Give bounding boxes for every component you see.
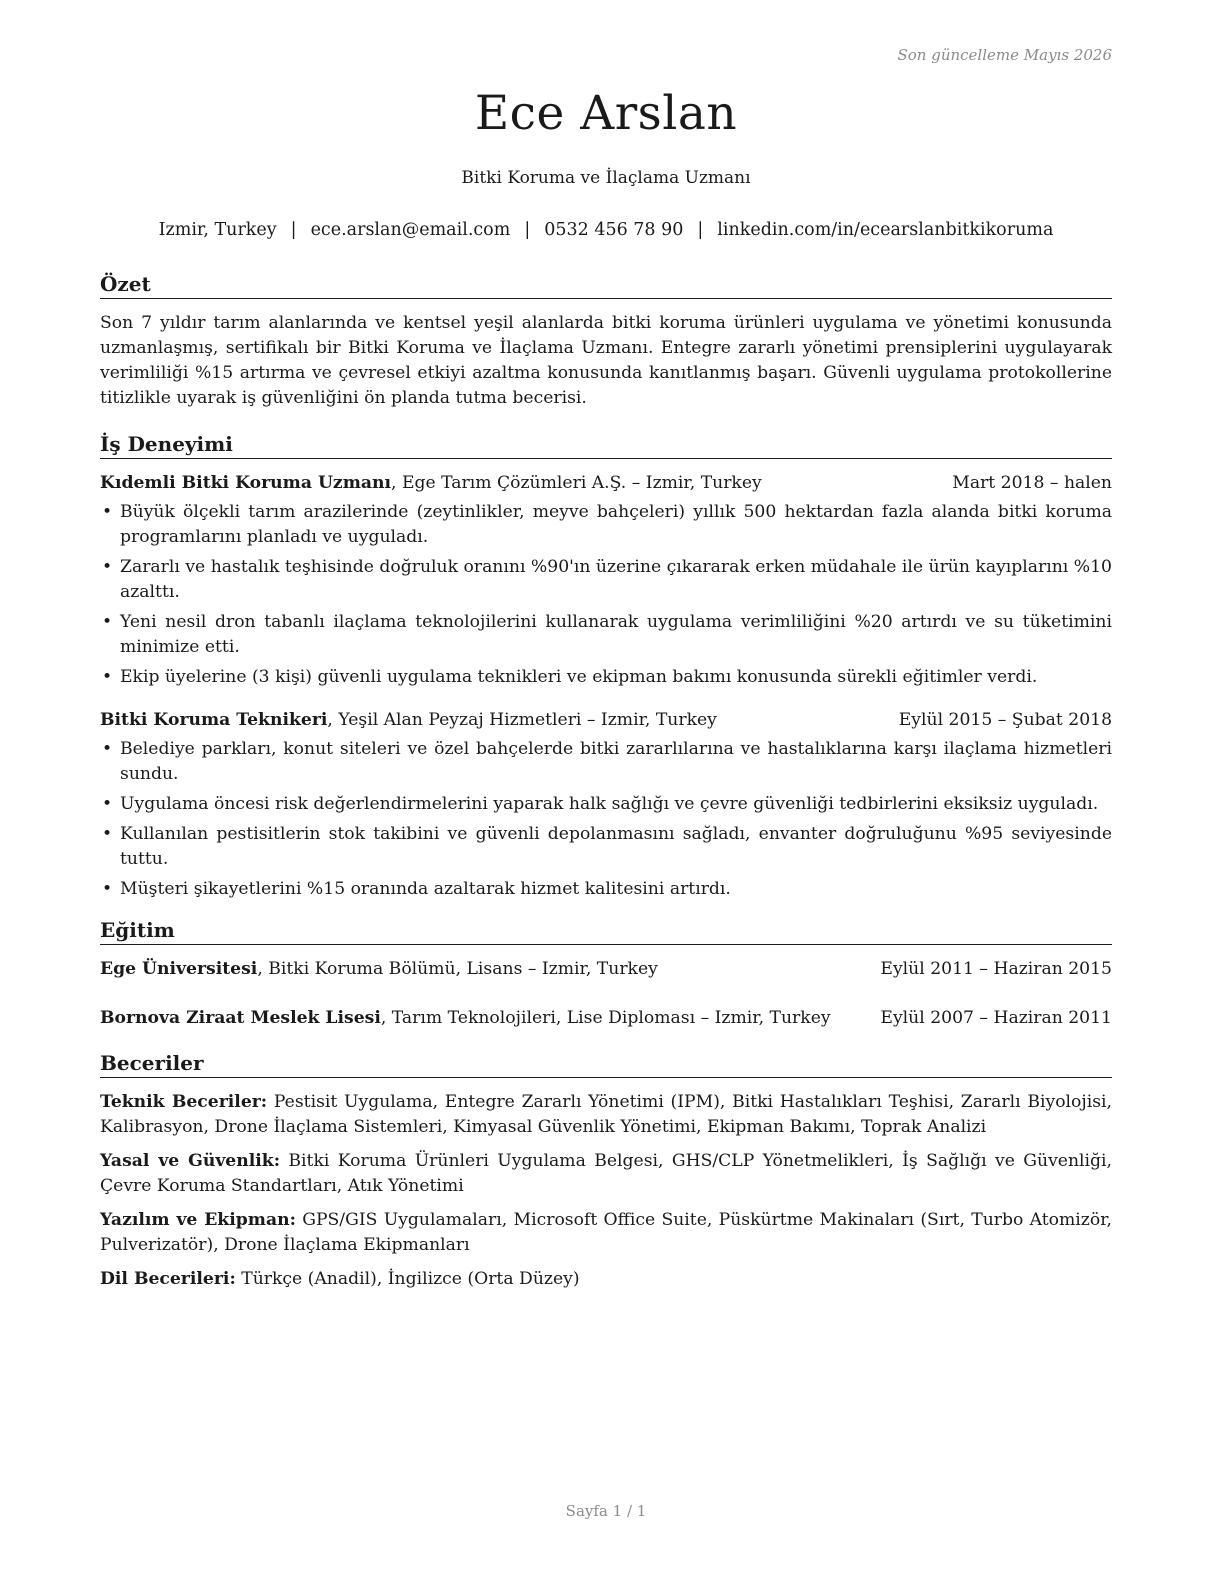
job-bullet: • Zararlı ve hastalık teşhisinde doğruluk oranını %90'ın üzerine çıkararak erken müdahale ile ürün kayıplarını %10 azalttı. <box>100 555 1112 605</box>
job-role: Kıdemli Bitki Koruma Uzmanı <box>100 473 392 493</box>
job-title-org <box>100 708 717 733</box>
skill-text: Türkçe (Anadil), İngilizce (Orta Düzey) <box>235 1269 580 1289</box>
summary-heading: Özet <box>100 271 1112 299</box>
skills-section <box>100 1050 1112 1301</box>
experience-section <box>100 431 1112 907</box>
job-bullet: • Müşteri şikayetlerini %15 oranında azaltarak hizmet kalitesini artırdı. <box>100 877 1112 902</box>
job-title: Bitki Koruma ve İlaçlama Uzmanı <box>461 168 751 188</box>
education-entry <box>100 1006 1112 1031</box>
contact-separator: | <box>524 220 531 240</box>
last-updated: Son güncelleme Mayıs 2026 <box>897 46 1112 64</box>
page-number: Sayfa 1 / 1 <box>565 1502 647 1520</box>
skills-heading: Beceriler <box>100 1050 1112 1078</box>
job-bullet: • Ekip üyelerine (3 kişi) güvenli uygulama teknikleri ve ekipman bakımı konusunda sürekli eğitimler verdi. <box>100 665 1112 690</box>
contact-line <box>100 220 1112 240</box>
contact-separator: | <box>697 220 704 240</box>
job-bullets <box>100 500 1112 690</box>
summary-text: Son 7 yıldır tarım alanlarında ve kentsel yeşil alanlarda bitki koruma ürünleri uygulama ve yönetimi konusunda uzmanlaşmış, sertifikalı bir Bitki Koruma ve İlaçlama Uzmanı. Entegre zararlı yönetimi prensiplerini uygulayarak verimliliği %15 artırma ve çevresel etkiyi azaltma konusunda kanıtlanmış başarı. Güvenli uygulama protokollerine titizlikle uyarak iş güvenliğini ön planda tutma becerisi. <box>100 313 1112 408</box>
skill-label: Yasal ve Güvenlik: <box>100 1151 281 1171</box>
job-org: , Yeşil Alan Peyzaj Hizmetleri – Izmir, Turkey <box>327 710 717 730</box>
job-title-org <box>100 471 762 496</box>
summary-section <box>100 271 1112 411</box>
job-bullet: • Büyük ölçekli tarım arazilerinde (zeytinlikler, meyve bahçeleri) yıllık 500 hektardan fazla alanda bitki koruma programlarını planladı ve uyguladı. <box>100 500 1112 550</box>
education-dates: Eylül 2011 – Haziran 2015 <box>880 959 1112 979</box>
job-dates: Mart 2018 – halen <box>952 473 1112 493</box>
education-section <box>100 917 1112 1031</box>
contact-location: Izmir, Turkey <box>158 220 277 240</box>
skill-label: Yazılım ve Ekipman: <box>100 1210 296 1230</box>
contact-email[interactable]: ece.arslan@email.com <box>310 220 511 240</box>
skill-label: Dil Becerileri: <box>100 1269 236 1289</box>
education-school-detail <box>100 1006 831 1031</box>
education-detail: , Tarım Teknolojileri, Lise Diploması – Izmir, Turkey <box>380 1008 831 1028</box>
education-school: Ege Üniversitesi <box>100 959 258 979</box>
resume-page <box>100 0 1112 1584</box>
skill-group <box>100 1090 1112 1140</box>
skill-text: GPS/GIS Uygulamaları, Microsoft Office Suite, Püskürtme Makinaları (Sırt, Turbo Atomizör, Pulverizatör), Drone İlaçlama Ekipmanları <box>100 1210 1112 1255</box>
contact-phone: 0532 456 78 90 <box>544 220 684 240</box>
contact-separator: | <box>290 220 297 240</box>
skill-text: Pestisit Uygulama, Entegre Zararlı Yönetimi (IPM), Bitki Hastalıkları Teşhisi, Zararlı Biyolojisi, Kalibrasyon, Drone İlaçlama Sistemleri, Kimyasal Güvenlik Yönetimi, Ekipman Bakımı, Toprak Analizi <box>100 1092 1112 1137</box>
job-dates: Eylül 2015 – Şubat 2018 <box>898 710 1112 730</box>
education-detail: , Bitki Koruma Bölümü, Lisans – Izmir, Turkey <box>257 959 658 979</box>
education-entry <box>100 957 1112 982</box>
education-school: Bornova Ziraat Meslek Lisesi <box>100 1008 381 1028</box>
job-header <box>100 471 1112 496</box>
job-entry <box>100 471 1112 690</box>
job-bullet: • Uygulama öncesi risk değerlendirmelerini yaparak halk sağlığı ve çevre güvenliği tedbirlerini eksiksiz uyguladı. <box>100 792 1112 817</box>
skill-group <box>100 1149 1112 1199</box>
experience-heading: İş Deneyimi <box>100 431 1112 459</box>
job-org: , Ege Tarım Çözümleri A.Ş. – Izmir, Turkey <box>391 473 762 493</box>
person-name: Ece Arslan <box>474 86 738 141</box>
skill-group <box>100 1267 1112 1292</box>
job-header <box>100 708 1112 733</box>
contact-linkedin[interactable]: linkedin.com/in/ecearslanbitkikoruma <box>717 220 1054 240</box>
skill-text: Bitki Koruma Ürünleri Uygulama Belgesi, GHS/CLP Yönetmelikleri, İş Sağlığı ve Güvenliği, Çevre Koruma Standartları, Atık Yönetimi <box>100 1151 1112 1196</box>
job-entry <box>100 708 1112 902</box>
education-heading: Eğitim <box>100 917 1112 945</box>
job-bullets <box>100 737 1112 902</box>
education-dates: Eylül 2007 – Haziran 2011 <box>880 1008 1112 1028</box>
job-bullet: • Yeni nesil dron tabanlı ilaçlama teknolojilerini kullanarak uygulama verimliliğini %20 artırdı ve su tüketimini minimize etti. <box>100 610 1112 660</box>
job-bullet: • Belediye parkları, konut siteleri ve özel bahçelerde bitki zararlılarına ve hastalıklarına karşı ilaçlama hizmetleri sundu. <box>100 737 1112 787</box>
skill-label: Teknik Beceriler: <box>100 1092 268 1112</box>
job-bullet: • Kullanılan pestisitlerin stok takibini ve güvenli depolanmasını sağladı, envanter doğruluğunu %95 seviyesinde tuttu. <box>100 822 1112 872</box>
job-role: Bitki Koruma Teknikeri <box>100 710 328 730</box>
education-school-detail <box>100 957 658 982</box>
skill-group <box>100 1208 1112 1258</box>
